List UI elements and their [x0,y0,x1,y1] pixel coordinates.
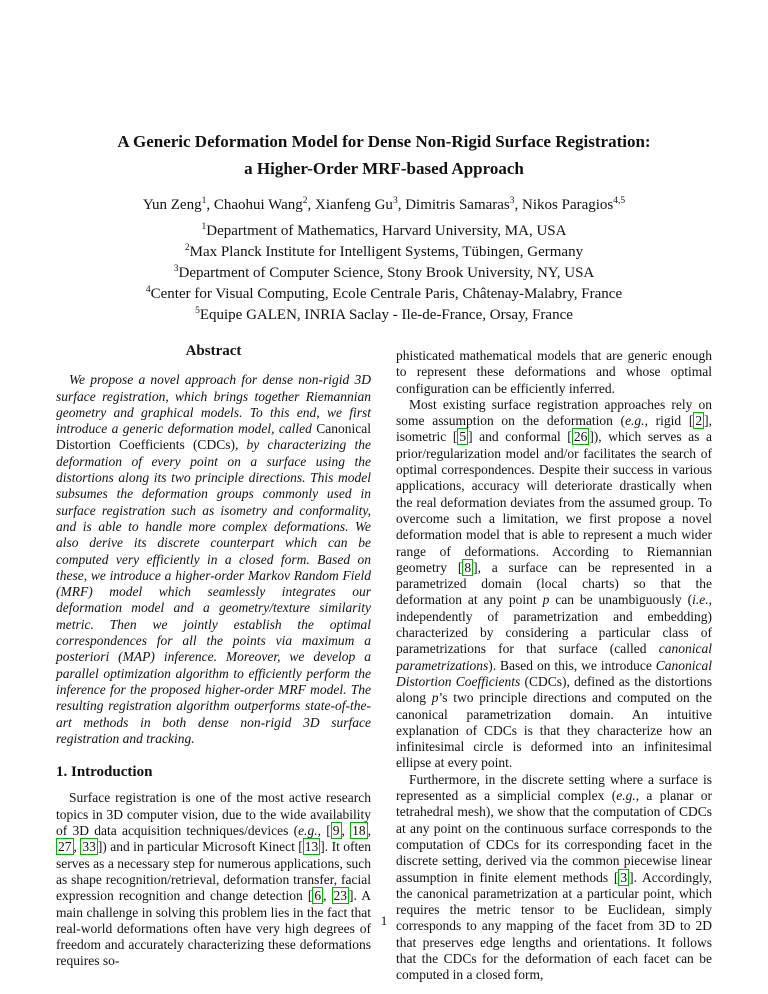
affiliation-line: $^3$Department of Computer Science, Stony Brook University, NY, USA [173,264,595,281]
affiliation-line: $^1$Department of Mathematics, Harvard University, MA, USA [201,222,567,239]
section-heading-introduction: 1. Introduction [56,764,153,781]
citation-link[interactable]: 27 [58,839,72,855]
author-list: Yun Zeng$^1$, Chaohui Wang$^2$, Xianfeng Gu$^3$, Dimitris Samaras$^3$, Nikos Paragios$^{4,5}$ [142,196,626,213]
paper-title-line1: A Generic Deformation Model for Dense Non-Rigid Surface Registration: [117,132,651,151]
abstract-heading: Abstract [185,343,242,359]
citation-link[interactable]: 3 [620,869,628,885]
citation-link[interactable]: 18 [352,823,366,839]
left-column [56,343,371,970]
paper-title [0,128,768,182]
body-paragraph-2: Most existing surface registration approaches rely on some assumption on the deformation (e.g., rigid [ 2 ], isometric [ 5 ] and conformal [ 26 ]), which serves as a prior/regularization model and/or facilitates the search of optimal correspondences. Despite their success in various applications, accuracy will deteriorate drastically when the real deformation deviates from the assumed group. To overcome such a limitation, we first propose a novel deformation model that is able to represent a much wider range of deformations. According to Riemannian geometry [ 8 ], a surface can be represented in a parametrized domain (local charts) so that the deformation at any point p can be unambiguously (i.e., independently of parametrization and embedding) characterized by considering a particular class of parametrizations for that surface (called canonical parametrizations). Based on this, we introduce Canonical Distortion Coefficients (CDCs), defined as the distortions along p’s two principle directions and computed on the canonical parametrization domain. An intuitive explanation of CDCs is that they characterize how an infinitesimal circle is deformed into an infinitesimal ellipse at every point. [396,396,712,771]
citation-link[interactable]: 13 [304,839,319,855]
paper-title-line2: a Higher-Order MRF-based Approach [244,159,524,178]
body-paragraph-1: phisticated mathematical models that are generic enough to represent these deformations and whose optimal configuration can be efficiently inferred. [396,348,712,396]
intro-paragraph: Surface registration is one of the most active research topics in 3D computer vision, due to the wide availability of 3D data acquisition techniques/devices (e.g., [ 9 , 18 , 27 , 33 ]) and in particular Microsoft Kinect [ 13 ]. It often serves as a necessary step for numerous applications, such as shape recognition/retrieval, deformation transfer, facial expression recognition and change detection [ 6 , 23 ]. A main challenge in solving this problem lies in the fact that real-world deformations often have very high degrees of freedom and accurately characterizing these deformations requires so- [56,790,372,969]
citation-link[interactable]: 8 [464,559,472,575]
citation-link[interactable]: 23 [333,888,348,904]
citation-link[interactable]: 6 [314,888,322,904]
body-paragraph-3: Furthermore, in the discrete setting where a surface is represented as a simplicial complex (e.g., a planar or tetrahedral mesh), we show that the computation of CDCs at any point on the continuous surface corresponds to the computation of CDCs for its corresponding facet in the discrete setting, derived via the common piecewise linear assumption in finite element methods [ 3 ]. Accordingly, the canonical parametrization at a particular point, which requires the metric tensor to be Euclidean, simply corresponds to any mapping of the facet from 3D to 2D that preserves edge lengths and orientations. It follows that the CDCs for the deformation of each facet can be computed in a closed form, [396,771,712,983]
page-number: 1 [380,913,388,928]
right-column [396,348,712,984]
affiliation-line: $^5$Equipe GALEN, INRIA Saclay - Ile-de-France, Orsay, France [195,306,573,323]
citation-link[interactable]: 9 [332,823,340,839]
abstract-text: We propose a novel approach for dense non-rigid 3D surface registration, which brings together Riemannian geometry and graphical models. To this end, we first introduce a generic deformation model, called Canonical Distortion Coefficients (CDCs), by characterizing the deformation of every point on a surface using the distortions along its two principle directions. This model subsumes the deformation groups commonly used in surface registration such as isometry and conformality, and is able to handle more complex deformations. We also derive its discrete counterpart which can be computed very efficiently in a closed form. Based on these, we introduce a higher-order Markov Random Field (MRF) model which seamlessly integrates our deformation model and a geometry/texture similarity metric. Then we jointly establish the optimal correspondences for all the points via maximum a posteriori (MAP) inference. Moreover, we develop a parallel optimization algorithm to efficiently perform the inference for the proposed higher-order MRF model. The resulting registration algorithm outperforms state-of-the-art methods in both dense non-rigid 3D surface registration and tracking. [56,372,371,746]
affiliation-line: $^4$Center for Visual Computing, Ecole Centrale Paris, Châtenay-Malabry, France [145,285,623,302]
affiliation-line: $^2$Max Planck Institute for Intelligent Systems, Tübingen, Germany [184,243,584,260]
citation-link[interactable]: 33 [82,839,96,855]
citation-link[interactable]: 5 [459,429,467,445]
citation-link[interactable]: 26 [573,429,588,445]
affiliation-list [0,221,768,326]
citation-link[interactable]: 2 [695,413,703,429]
